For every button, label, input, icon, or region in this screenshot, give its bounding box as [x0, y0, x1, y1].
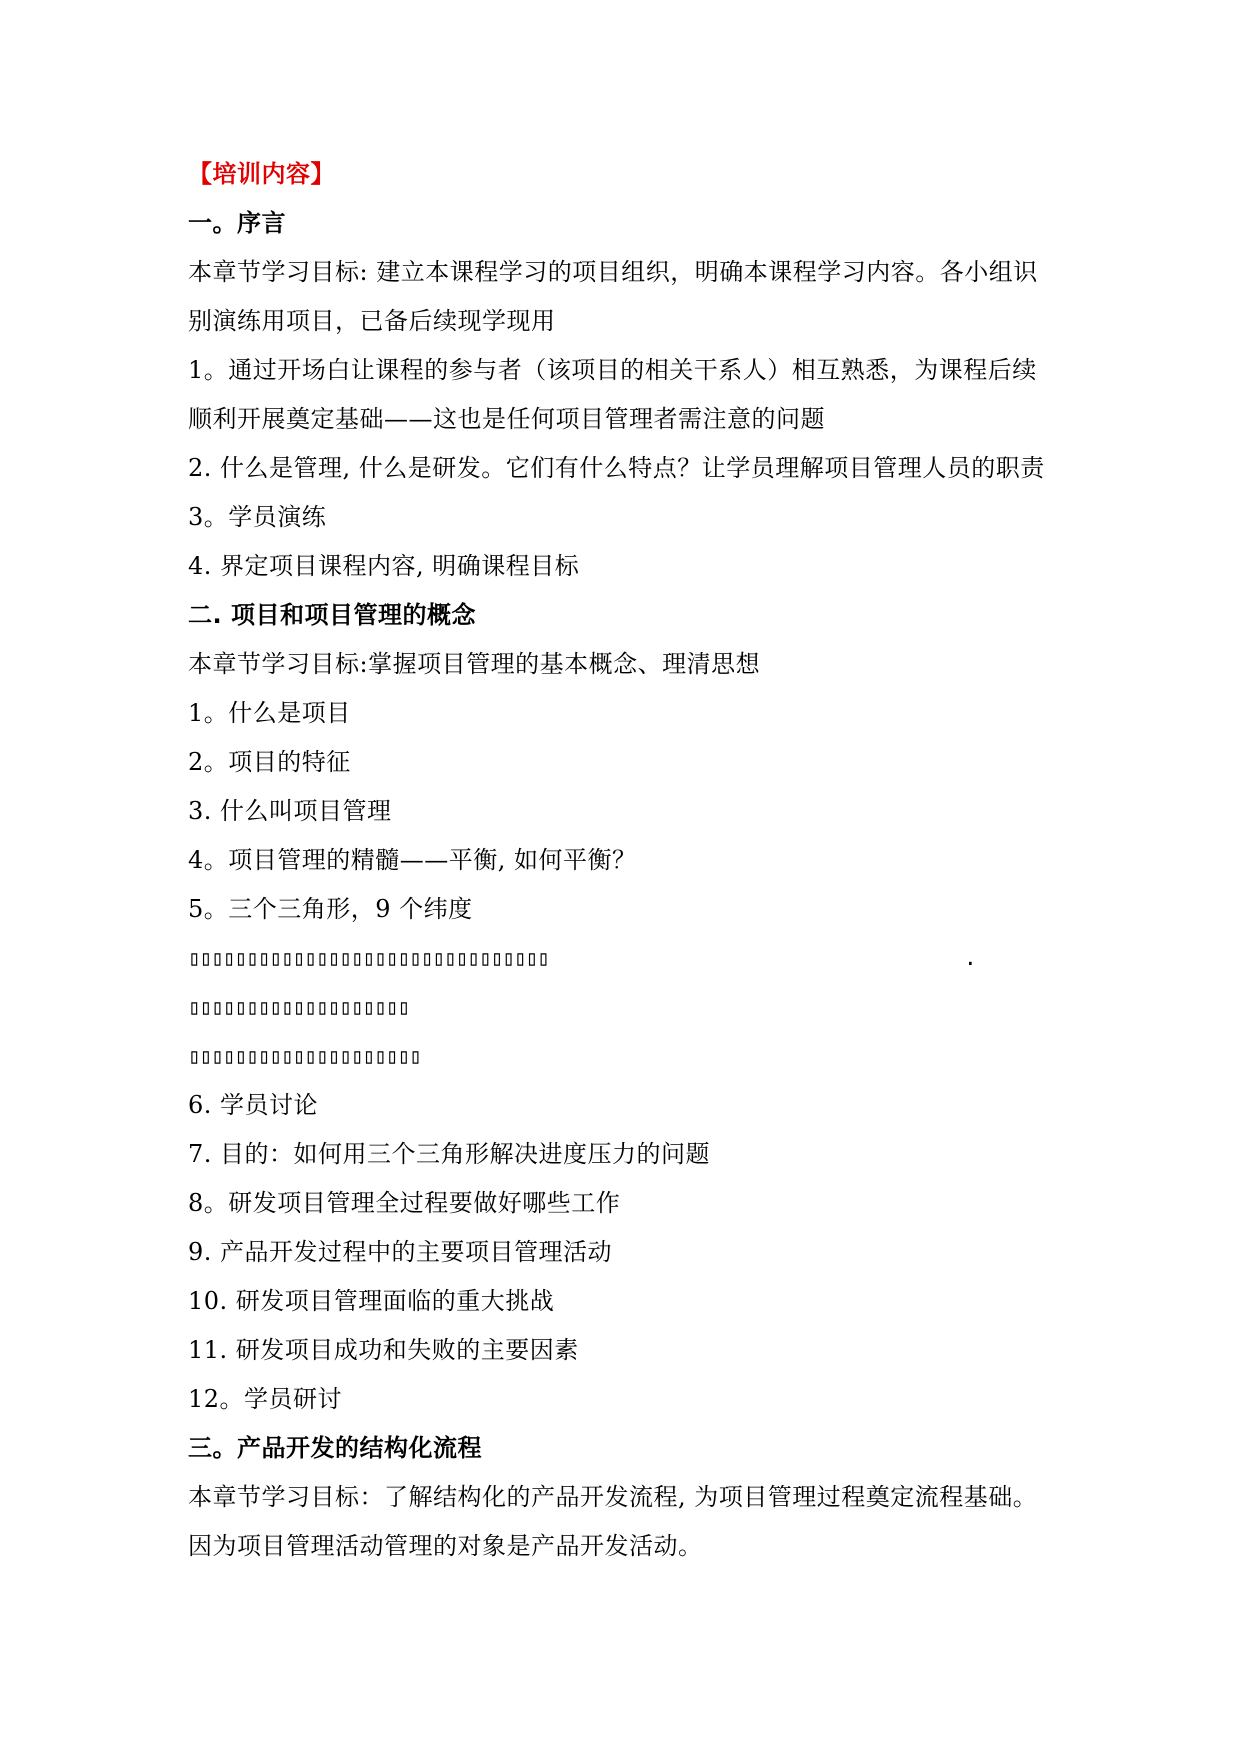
list-item: 9. 产品开发过程中的主要项目管理活动 — [188, 1238, 613, 1266]
learning-goal-line: 本章节学习目标:掌握项目管理的基本概念、理清思想 — [188, 650, 761, 678]
garbled-text-line — [188, 983, 1068, 1032]
garbled-text-line — [188, 1032, 1068, 1081]
list-item: 5。三个三角形，9 个纬度 — [188, 895, 473, 923]
list-item: 3。学员演练 — [188, 503, 327, 531]
list-item: 4。项目管理的精髓——平衡, 如何平衡？ — [188, 846, 637, 874]
list-item: 2. 什么是管理, 什么是研发。它们有什么特点？让学员理解项目管理人员的职责 — [188, 454, 1045, 482]
trailing-dot: . — [964, 946, 976, 970]
learning-goal-line: 本章节学习目标: 建立本课程学习的项目组织，明确本课程学习内容。各小组识 — [188, 258, 1038, 286]
list-item: 12。学员研讨 — [188, 1385, 343, 1413]
list-item: 8。研发项目管理全过程要做好哪些工作 — [188, 1189, 621, 1217]
list-item: 顺利开展奠定基础——这也是任何项目管理者需注意的问题 — [188, 405, 825, 433]
list-item: 2。项目的特征 — [188, 748, 351, 776]
list-item: 7. 目的：如何用三个三角形解决进度压力的问题 — [188, 1140, 711, 1168]
garbled-glyphs: ▯▯▯▯▯▯▯▯▯▯▯▯▯▯▯▯▯▯▯ — [188, 995, 410, 1019]
list-item: 4. 界定项目课程内容, 明确课程目标 — [188, 552, 580, 580]
list-item: 1。通过开场白让课程的参与者（该项目的相关干系人）相互熟悉，为课程后续 — [188, 356, 1037, 384]
chapter-heading-3: 三。产品开发的结构化流程 — [188, 1434, 482, 1462]
learning-goal-line: 本章节学习目标：了解结构化的产品开发流程, 为项目管理过程奠定流程基础。 — [188, 1483, 1038, 1511]
learning-goal-line: 因为项目管理活动管理的对象是产品开发活动。 — [188, 1532, 703, 1560]
garbled-glyphs: ▯▯▯▯▯▯▯▯▯▯▯▯▯▯▯▯▯▯▯▯ — [188, 1044, 421, 1068]
list-item: 3. 什么叫项目管理 — [188, 797, 392, 825]
list-item: 6. 学员讨论 — [188, 1091, 319, 1119]
list-item: 10. 研发项目管理面临的重大挑战 — [188, 1287, 555, 1315]
chapter-heading-2: 二. 项目和项目管理的概念 — [188, 601, 476, 629]
list-item: 1。什么是项目 — [188, 699, 351, 727]
garbled-glyphs: ▯▯▯▯▯▯▯▯▯▯▯▯▯▯▯▯▯▯▯▯▯▯▯▯▯▯▯▯▯▯▯ — [188, 946, 549, 970]
section-title-training-content: 【培训内容】 — [188, 160, 335, 188]
list-item: 11. 研发项目成功和失败的主要因素 — [188, 1336, 579, 1364]
garbled-text-line — [188, 934, 1068, 983]
learning-goal-line: 别演练用项目，已备后续现学现用 — [188, 307, 556, 335]
chapter-heading-1: 一。序言 — [188, 209, 286, 237]
document-body — [188, 150, 1068, 1571]
